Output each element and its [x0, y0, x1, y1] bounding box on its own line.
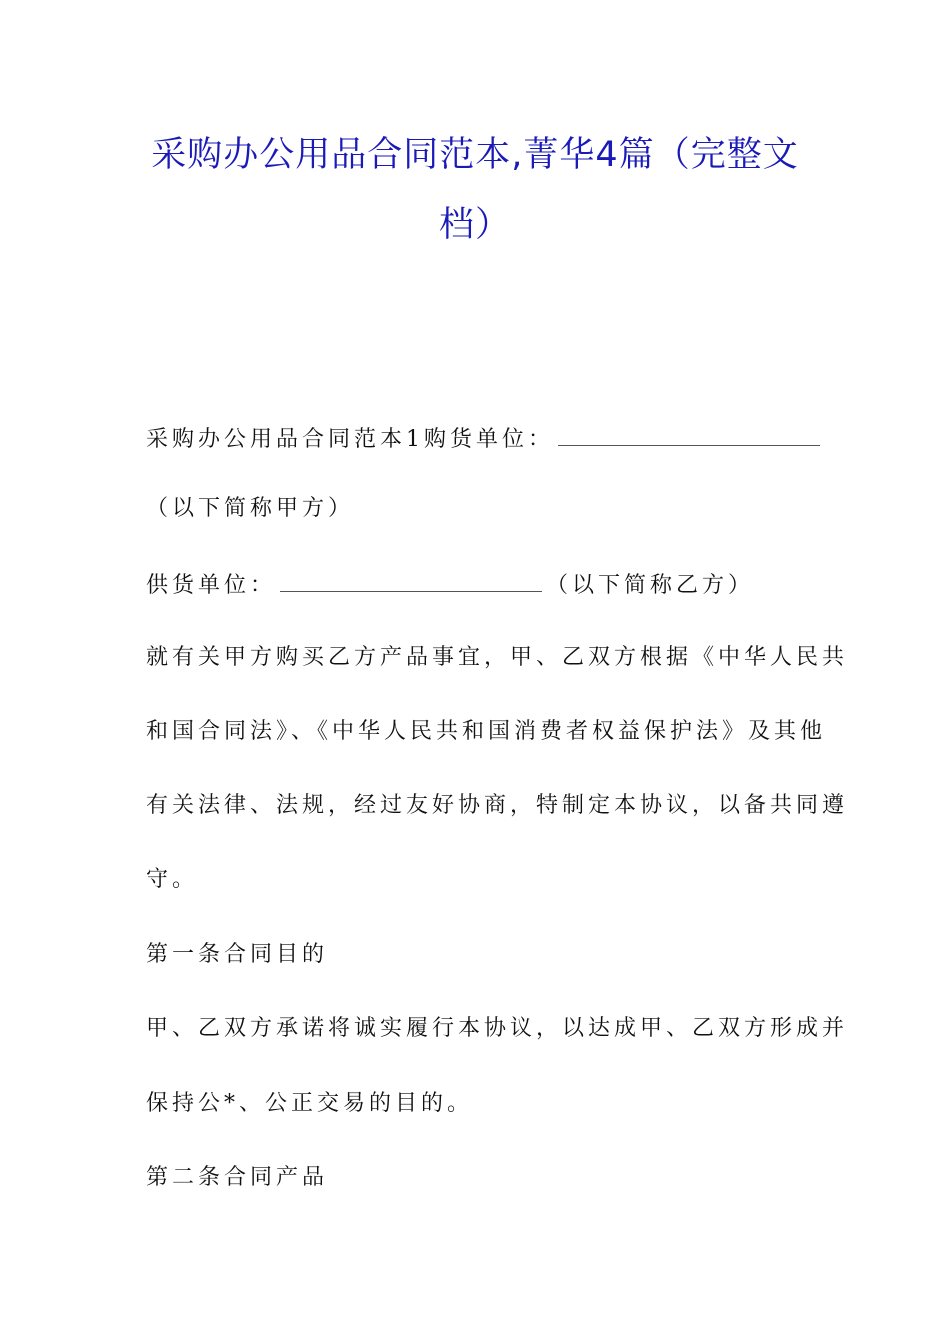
paragraph-1-line-2: 和国合同法》、《中华人民共和国消费者权益保护法》及其他 — [146, 719, 827, 744]
document-title-line-1: 采购办公用品合同范本,菁华4篇（完整文 — [151, 135, 799, 175]
paragraph-1-line-1: 就有关甲方购买乙方产品事宜，甲、乙双方根据《中华人民共 — [146, 645, 849, 670]
paragraph-1-line-4: 守。 — [146, 867, 199, 892]
article-2-heading: 第二条合同产品 — [146, 1165, 329, 1190]
article-1-line-1: 甲、乙双方承诺将诚实履行本协议，以达成甲、乙双方形成并 — [146, 1016, 849, 1041]
seller-note: （以下简称乙方） — [546, 573, 755, 598]
seller-line — [146, 567, 816, 602]
article-1-line-2: 保持公*、公正交易的目的。 — [146, 1091, 474, 1116]
seller-label: 供货单位： — [146, 573, 277, 598]
article-1-heading: 第一条合同目的 — [146, 942, 329, 967]
paragraph-1-line-3: 有关法律、法规，经过友好协商，特制定本协议，以备共同遵 — [146, 793, 849, 818]
seller-blank-field — [280, 567, 542, 592]
document-title-line-2: 档） — [438, 205, 511, 245]
buyer-label: 采购办公用品合同范本1购货单位： — [146, 427, 554, 452]
buyer-line — [146, 421, 816, 456]
buyer-note: （以下简称甲方） — [146, 496, 355, 521]
buyer-blank-field — [558, 421, 820, 446]
